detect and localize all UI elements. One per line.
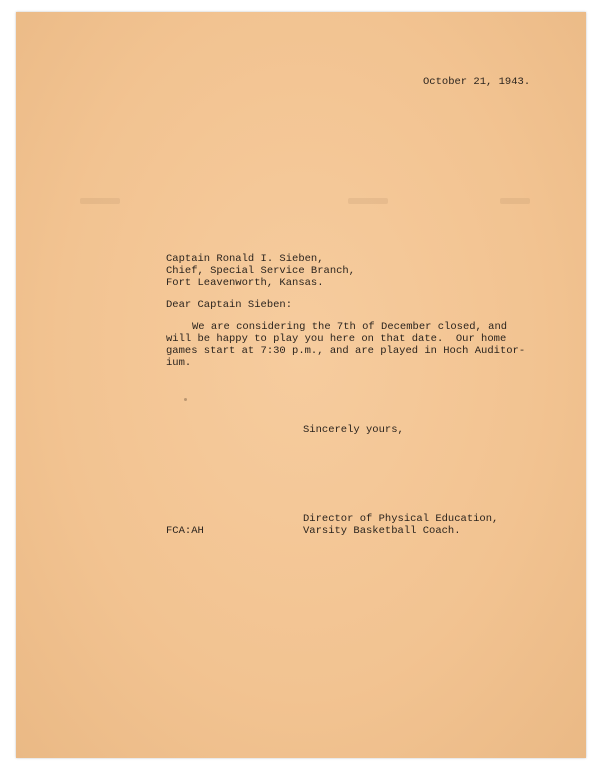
salutation: Dear Captain Sieben: bbox=[166, 299, 293, 311]
recipient-location: Fort Leavenworth, Kansas. bbox=[166, 277, 324, 289]
paper-speck bbox=[184, 398, 187, 401]
signature-title-line: Director of Physical Education, bbox=[303, 513, 499, 525]
body-line: games start at 7:30 p.m., and are played in Hoch Auditor- bbox=[166, 345, 526, 357]
signature-title-line: Varsity Basketball Coach. bbox=[303, 525, 461, 537]
body-line: will be happy to play you here on that date. Our home bbox=[166, 333, 507, 345]
closing: Sincerely yours, bbox=[303, 424, 404, 436]
letter-date: October 21, 1943. bbox=[423, 76, 531, 88]
typist-initials: FCA:AH bbox=[166, 525, 204, 537]
recipient-title: Chief, Special Service Branch, bbox=[166, 265, 356, 277]
bleed-through-mark bbox=[80, 198, 120, 204]
recipient-name: Captain Ronald I. Sieben, bbox=[166, 253, 324, 265]
bleed-through-mark bbox=[348, 198, 388, 204]
body-line: ium. bbox=[166, 357, 192, 369]
letter-page bbox=[16, 12, 586, 758]
bleed-through-mark bbox=[500, 198, 530, 204]
body-line: We are considering the 7th of December closed, and bbox=[192, 321, 508, 333]
